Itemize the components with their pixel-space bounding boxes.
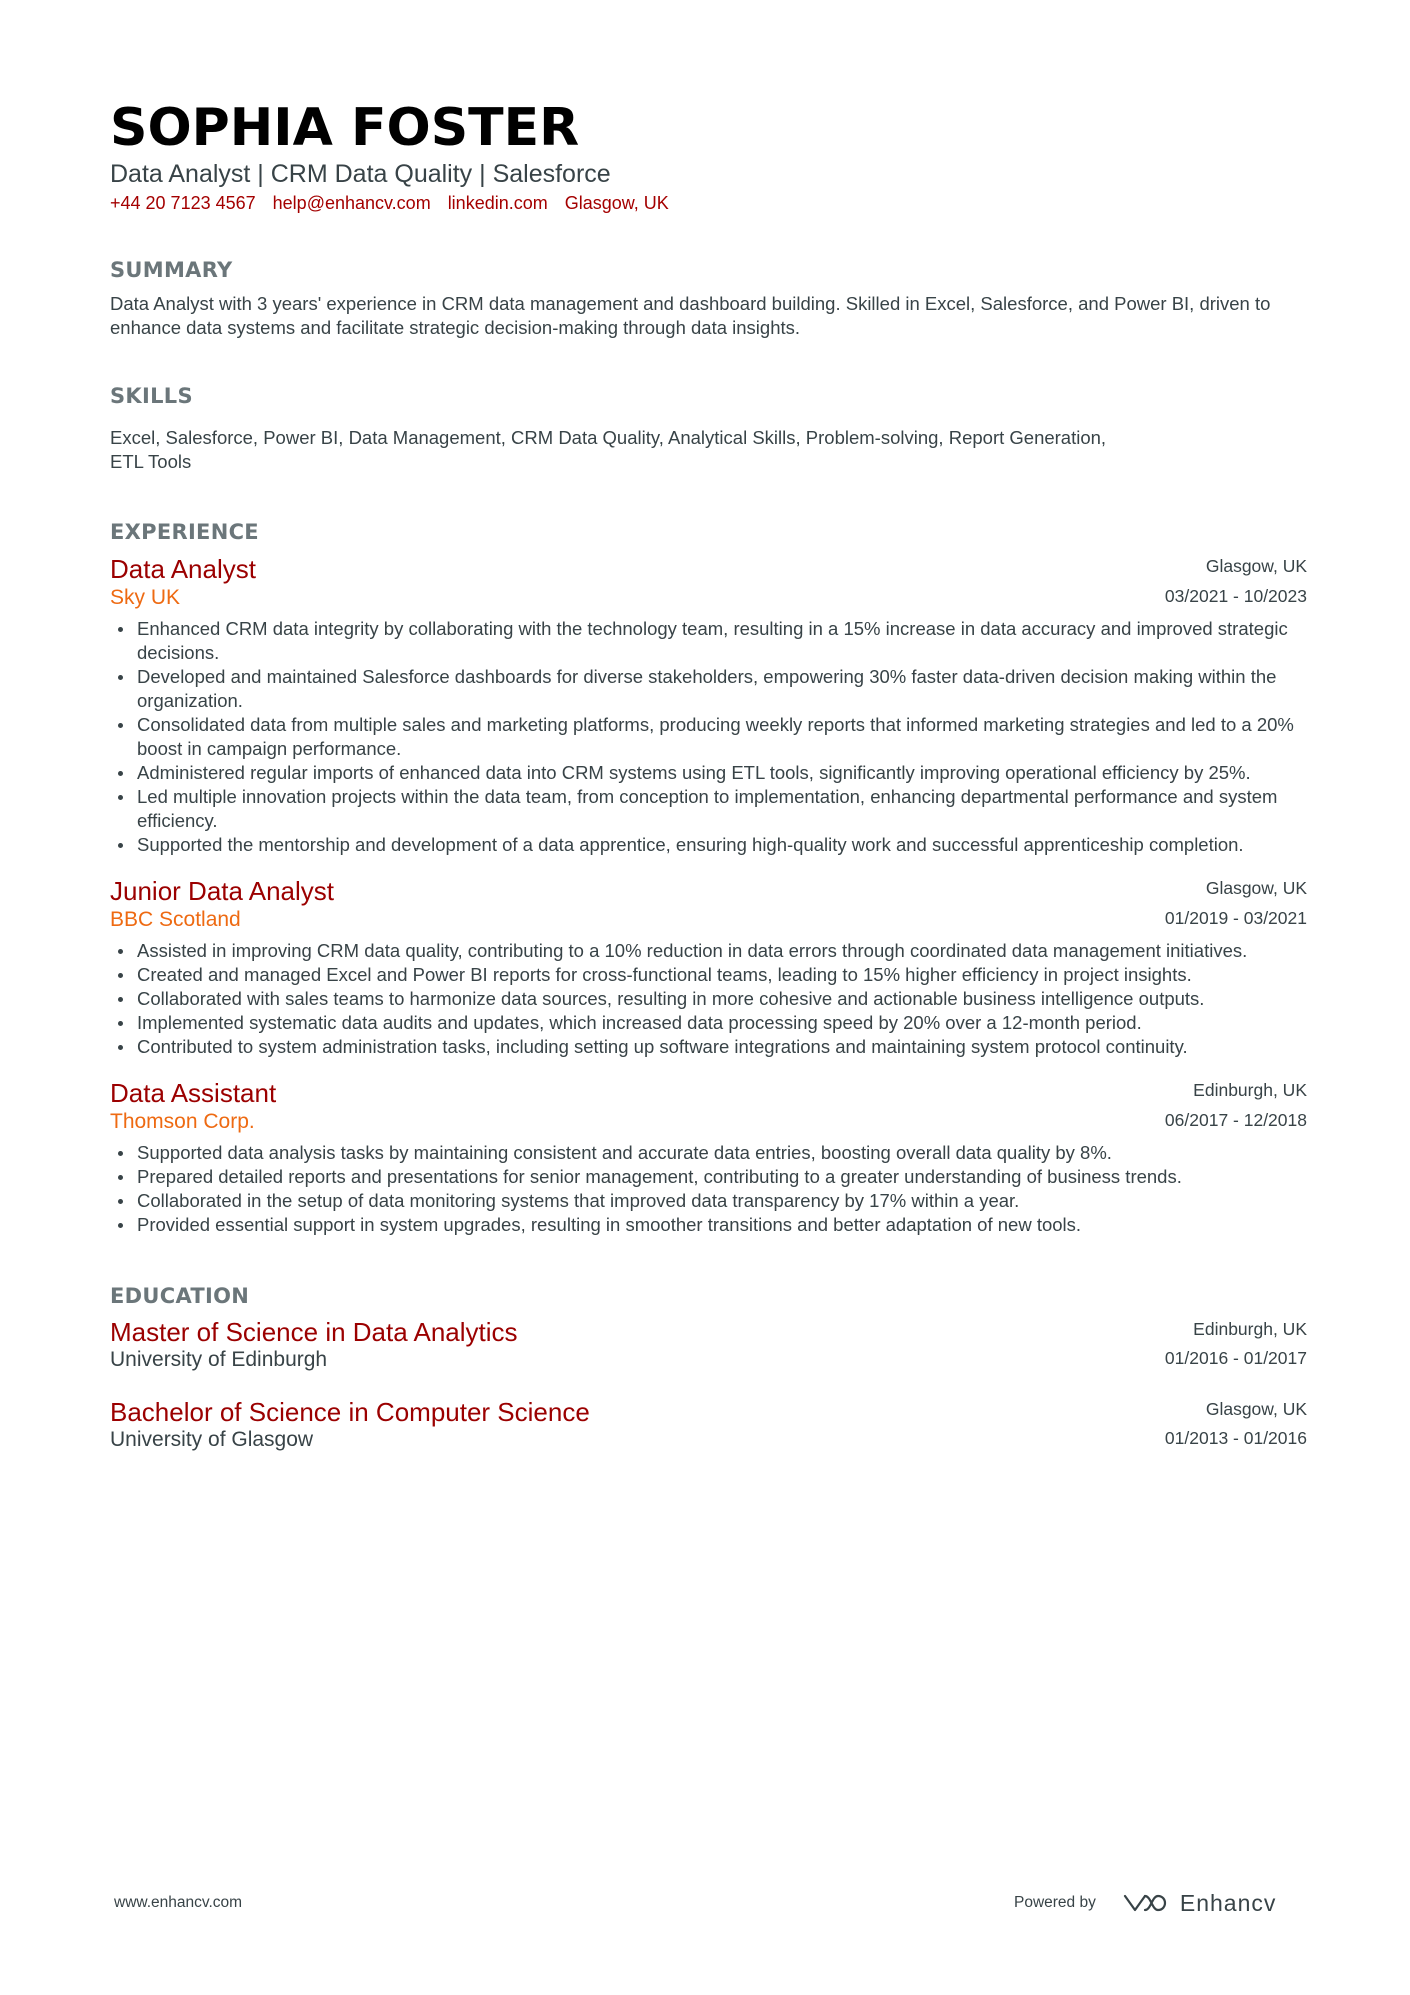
job-bullet: Administered regular imports of enhanced data into CRM systems using ETL tools, significantly improving operational efficiency by 25%.	[110, 761, 1307, 785]
candidate-name: SOPHIA FOSTER	[110, 98, 580, 158]
experience-heading: EXPERIENCE	[110, 520, 259, 544]
job-bullet: Supported data analysis tasks by maintaining consistent and accurate data entries, boosting overall data quality by 8%.	[110, 1141, 1307, 1165]
education-entry	[110, 1396, 1307, 1456]
job-bullet: Provided essential support in system upgrades, resulting in smoother transitions and better adaptation of new tools.	[110, 1213, 1307, 1237]
skill-item: Salesforce,	[165, 427, 259, 448]
edu-degree: Master of Science in Data Analytics	[110, 1317, 518, 1347]
education-section	[110, 1282, 1307, 1456]
edu-location: Glasgow, UK	[1205, 1399, 1307, 1419]
edu-school: University of Edinburgh	[110, 1348, 328, 1371]
job-bullet: Created and managed Excel and Power BI reports for cross-functional teams, leading to 15% higher efficiency in project insights.	[110, 963, 1307, 987]
job-location: Glasgow, UK	[1205, 878, 1307, 898]
job-bullet: Prepared detailed reports and presentations for senior management, contributing to a greater understanding of business trends.	[110, 1165, 1307, 1189]
job-entry	[110, 875, 1307, 1059]
job-company: Thomson Corp.	[110, 1110, 255, 1133]
powered-by-label: Powered by	[1014, 1894, 1096, 1911]
job-bullet: Led multiple innovation projects within the data team, from conception to implementation, enhancing departmental performance and system efficiency.	[110, 785, 1307, 833]
job-dates: 01/2019 - 03/2021	[1164, 908, 1307, 928]
contact-linkedin[interactable]: linkedin.com	[447, 193, 548, 213]
job-bullets	[110, 617, 1307, 857]
contact-phone[interactable]: +44 20 7123 4567	[110, 193, 256, 213]
job-role: Junior Data Analyst	[110, 876, 335, 906]
experience-section	[110, 518, 1307, 1237]
skill-item: Problem-solving,	[805, 427, 944, 448]
education-heading: EDUCATION	[110, 1284, 250, 1308]
skill-item: Excel,	[110, 427, 161, 448]
resume-header	[110, 100, 1307, 216]
skill-item: Data Management,	[348, 427, 506, 448]
job-header	[110, 1077, 1307, 1137]
job-bullets	[110, 1141, 1307, 1237]
job-bullet: Consolidated data from multiple sales and marketing platforms, producing weekly reports that informed marketing strategies and led to a 20% boost in campaign performance.	[110, 713, 1307, 761]
job-bullet: Supported the mentorship and development of a data apprentice, ensuring high-quality work and successful apprenticeship completion.	[110, 833, 1307, 857]
job-bullet: Collaborated with sales teams to harmonize data sources, resulting in more cohesive and actionable business intelligence outputs.	[110, 987, 1307, 1011]
job-company: BBC Scotland	[110, 908, 241, 931]
job-bullets	[110, 939, 1307, 1059]
contact-line	[110, 190, 1307, 216]
job-header	[110, 553, 1307, 613]
skill-item: Analytical Skills,	[668, 427, 801, 448]
job-dates: 06/2017 - 12/2018	[1164, 1110, 1307, 1130]
summary-section	[110, 256, 1307, 340]
edu-degree: Bachelor of Science in Computer Science	[110, 1397, 590, 1427]
job-bullet: Collaborated in the setup of data monitoring systems that improved data transparency by 17% within a year.	[110, 1189, 1307, 1213]
skills-heading: SKILLS	[110, 384, 193, 408]
job-company: Sky UK	[110, 586, 181, 609]
skills-list	[110, 426, 1307, 474]
job-header	[110, 875, 1307, 935]
enhancv-logo-icon	[1122, 1890, 1168, 1916]
skill-item: Power BI,	[263, 427, 344, 448]
summary-text: Data Analyst with 3 years' experience in CRM data management and dashboard building. Skilled in Excel, Salesforce, and Power BI, driven to enhance data systems and facilitate strategic decision-making through data insights.	[110, 293, 1271, 338]
footer-branding	[1014, 1881, 1276, 1925]
edu-dates: 01/2013 - 01/2016	[1164, 1428, 1307, 1448]
job-bullet: Enhanced CRM data integrity by collaborating with the technology team, resulting in a 15% increase in data accuracy and improved strategic decisions.	[110, 617, 1307, 665]
summary-heading: SUMMARY	[110, 258, 233, 282]
job-entry	[110, 553, 1307, 857]
job-bullet: Contributed to system administration tasks, including setting up software integrations and maintaining system protocol continuity.	[110, 1035, 1307, 1059]
job-bullet: Developed and maintained Salesforce dashboards for diverse stakeholders, empowering 30% faster data-driven decision making within the organization.	[110, 665, 1307, 713]
skill-item: ETL Tools	[110, 451, 192, 472]
job-bullet: Implemented systematic data audits and updates, which increased data processing speed by 20% over a 12-month period.	[110, 1011, 1307, 1035]
job-role: Data Assistant	[110, 1078, 277, 1108]
edu-school: University of Glasgow	[110, 1428, 314, 1451]
job-dates: 03/2021 - 10/2023	[1164, 586, 1307, 606]
skill-item: CRM Data Quality,	[511, 427, 664, 448]
education-entry	[110, 1316, 1307, 1376]
job-entry	[110, 1077, 1307, 1237]
contact-email[interactable]: help@enhancv.com	[272, 193, 431, 213]
job-location: Edinburgh, UK	[1193, 1080, 1307, 1100]
job-bullet: Assisted in improving CRM data quality, contributing to a 10% reduction in data errors through coordinated data management initiatives.	[110, 939, 1307, 963]
job-role: Data Analyst	[110, 554, 256, 584]
edu-location: Edinburgh, UK	[1193, 1319, 1307, 1339]
job-location: Glasgow, UK	[1205, 556, 1307, 576]
candidate-title: Data Analyst | CRM Data Quality | Salesforce	[110, 160, 611, 188]
enhancv-logo-text[interactable]: Enhancv	[1179, 1889, 1277, 1916]
skills-section	[110, 382, 1307, 474]
edu-dates: 01/2016 - 01/2017	[1164, 1348, 1307, 1368]
contact-location: Glasgow, UK	[564, 193, 669, 213]
skill-item: Report Generation,	[948, 427, 1107, 448]
footer-website[interactable]: www.enhancv.com	[114, 1894, 243, 1911]
resume-content	[110, 100, 1307, 1456]
